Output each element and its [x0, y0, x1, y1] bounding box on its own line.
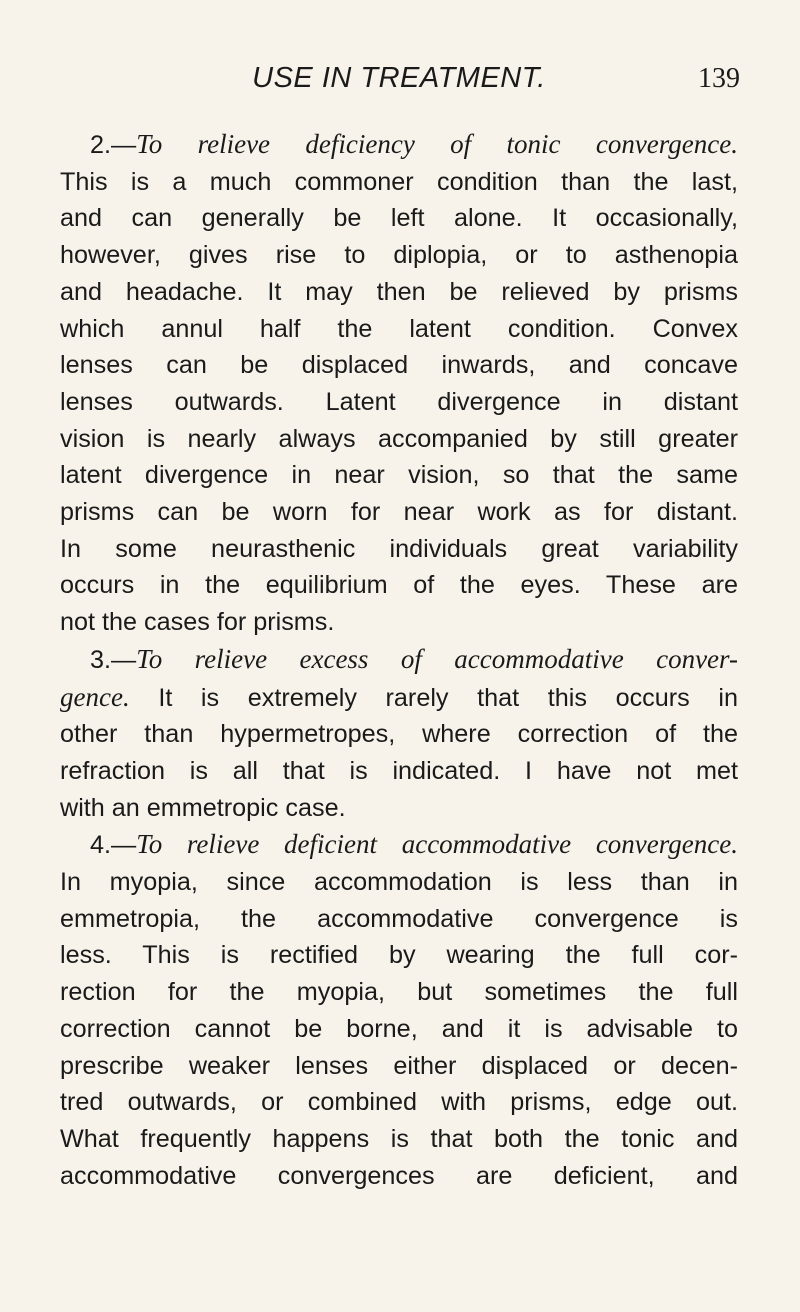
body-text-run: lenses outwards. Latent divergence in distant [60, 387, 738, 416]
section-heading-text: To relieve deficiency of tonic convergence. [136, 129, 738, 159]
body-text-run: tred outwards, or combined with prisms, edge out. [60, 1088, 738, 1117]
paragraph [60, 641, 738, 827]
body-text-run: however, gives rise to diplopia, or to asthenopia [60, 241, 738, 270]
body-text-run: accommodative convergences are deficient, and [60, 1161, 738, 1190]
body-text-run: with an emmetropic case. [60, 793, 346, 822]
text-line [60, 126, 738, 164]
body-text-run: and can generally be left alone. It occasionally, [60, 204, 738, 233]
body-text-run: correction cannot be borne, and it is advisable to [60, 1014, 738, 1043]
body-text-run: which annul half the latent condition. Convex [60, 314, 738, 343]
body-text-run: lenses can be displaced inwards, and concave [60, 351, 738, 380]
text-line [60, 604, 738, 641]
text-line [60, 1048, 738, 1085]
text-line [60, 790, 738, 827]
section-heading-text: To relieve excess of accommodative conver- [136, 643, 738, 674]
text-line [60, 1121, 738, 1158]
body-text [60, 126, 738, 1194]
body-text-run: less. This is rectified by wearing the full cor- [60, 941, 738, 970]
text-line [60, 753, 738, 790]
paragraph [60, 126, 738, 641]
text-line [60, 716, 738, 753]
text-line [60, 274, 738, 311]
body-text-run: refraction is all that is indicated. I have not met [60, 756, 738, 785]
text-line [60, 457, 738, 494]
text-line [60, 347, 738, 384]
page-content [60, 62, 738, 1194]
body-text-run: prisms can be worn for near work as for distant. [60, 498, 738, 527]
text-line [60, 1011, 738, 1048]
text-line [60, 237, 738, 274]
text-line [60, 421, 738, 458]
body-text-run: In myopia, since accommodation is less than in [60, 868, 738, 897]
text-line [60, 311, 738, 348]
body-text-run: What frequently happens is that both the tonic and [60, 1124, 738, 1153]
body-text-run: It is extremely rarely that this occurs in [129, 683, 738, 712]
text-line [60, 937, 738, 974]
text-line [60, 901, 738, 938]
text-line [60, 384, 738, 421]
text-line [60, 531, 738, 568]
section-heading-text: To relieve deficient accommodative convergence. [136, 829, 738, 860]
text-line [60, 164, 738, 201]
text-line [60, 826, 738, 864]
body-text-run: vision is nearly always accompanied by still greater [60, 424, 738, 453]
body-text-run: 4.— [90, 831, 137, 860]
body-text-run: emmetropia, the accommodative convergence is [60, 904, 738, 933]
text-line [60, 200, 738, 237]
text-line [60, 494, 738, 531]
body-text-run: This is a much commoner condition than the last, [60, 167, 738, 196]
body-text-run: latent divergence in near vision, so that the same [60, 461, 738, 490]
body-text-run: 2.— [90, 131, 137, 159]
body-text-run: occurs in the equilibrium of the eyes. These are [60, 571, 738, 600]
text-line [60, 864, 738, 901]
body-text-run: In some neurasthenic individuals great variability [60, 534, 738, 563]
text-line [60, 974, 738, 1011]
text-line [60, 679, 738, 717]
text-line [60, 567, 738, 604]
text-line [60, 1084, 738, 1121]
body-text-run: not the cases for prisms. [60, 608, 335, 637]
section-heading-text: gence. [60, 681, 130, 712]
body-text-run: and headache. It may then be relieved by prisms [60, 277, 738, 306]
body-text-run: 3.— [90, 645, 137, 674]
text-line [60, 1158, 738, 1195]
paragraph [60, 826, 738, 1194]
page-number: 139 [698, 63, 740, 94]
body-text-run: prescribe weaker lenses either displaced or decen- [60, 1051, 738, 1080]
text-line [60, 641, 738, 679]
running-head [60, 62, 738, 102]
body-text-run: other than hypermetropes, where correction of the [60, 720, 738, 749]
body-text-run: rection for the myopia, but sometimes the full [60, 978, 738, 1007]
running-title: USE IN TREATMENT. [252, 62, 546, 94]
